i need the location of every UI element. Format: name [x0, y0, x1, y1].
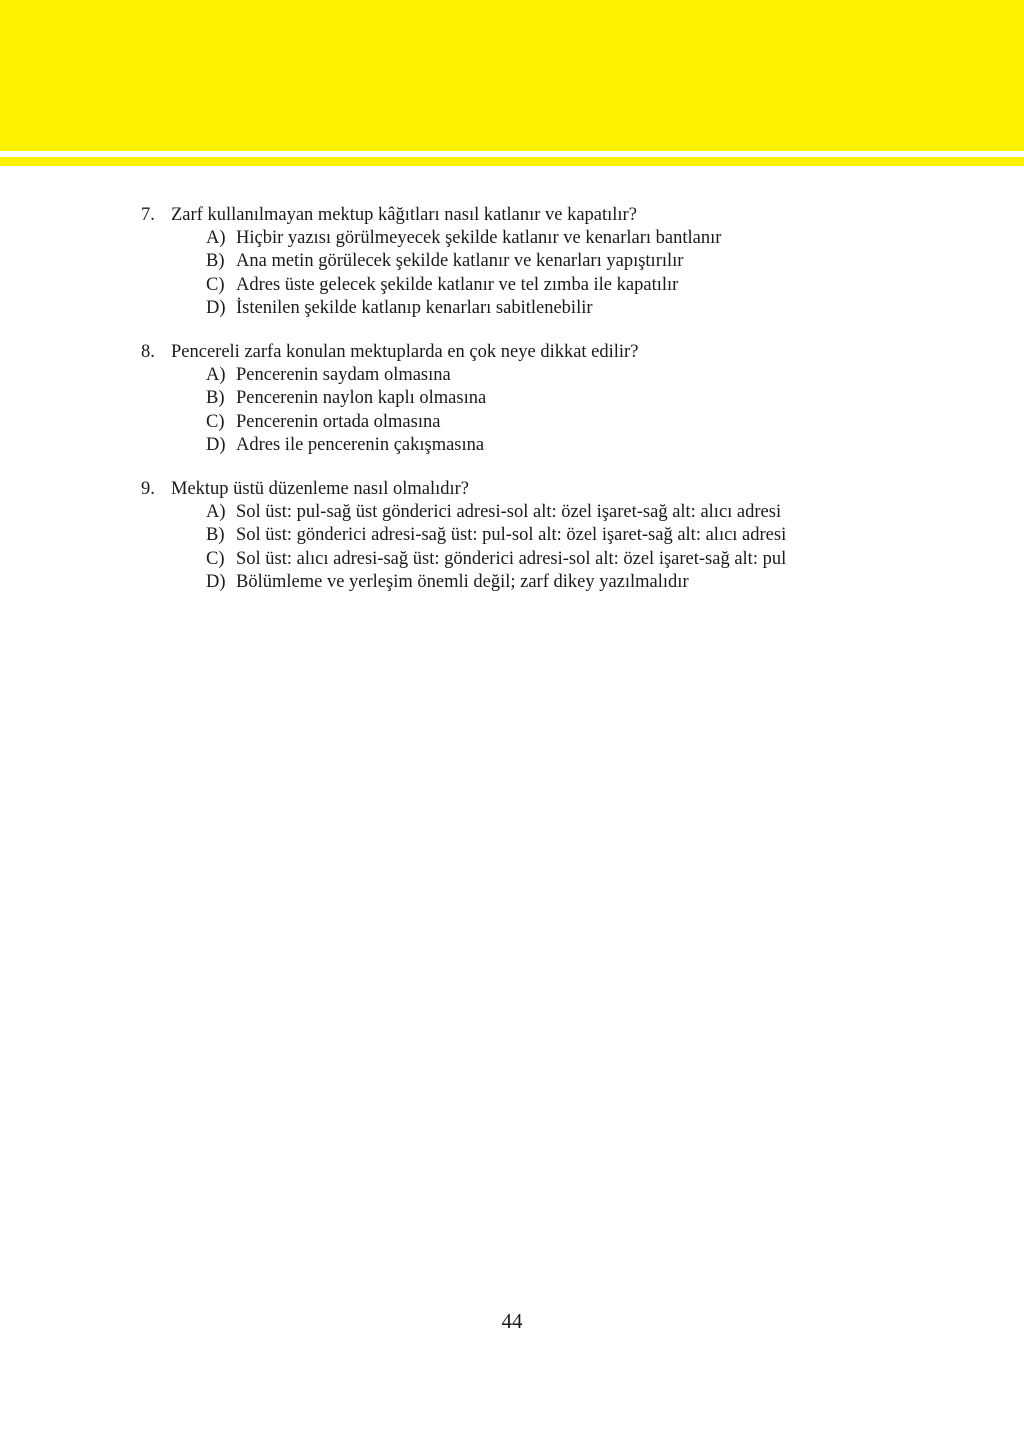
option-letter: B) [206, 251, 225, 272]
option-a [206, 501, 1001, 524]
option-letter: C) [206, 274, 225, 295]
question-list [141, 204, 1001, 615]
option-text: Sol üst: alıcı adresi-sağ üst: gönderici adresi-sol alt: özel işaret-sağ alt: pul [236, 548, 787, 569]
option-text: Adres ile pencerenin çakışmasına [236, 434, 485, 455]
question-stem [141, 478, 1001, 501]
option-a [206, 364, 1001, 387]
question-text: Pencereli zarfa konulan mektuplarda en çok neye dikkat edilir? [171, 342, 639, 363]
option-letter: D) [206, 434, 226, 455]
option-text: Pencerenin naylon kaplı olmasına [236, 388, 487, 409]
option-c [206, 274, 1001, 297]
question-stem [141, 341, 1001, 364]
question-number: 7. [141, 205, 155, 225]
option-letter: A) [206, 502, 226, 523]
option-d [206, 434, 1001, 457]
option-letter: B) [206, 388, 225, 409]
question-stem [141, 204, 1001, 227]
page-number: 44 [501, 1309, 523, 1333]
header-stripe [0, 157, 1024, 166]
option-text: Hiçbir yazısı görülmeyecek şekilde katlanır ve kenarları bantlanır [236, 228, 722, 249]
question-9 [141, 478, 1001, 594]
option-c [206, 411, 1001, 434]
option-letter: C) [206, 548, 225, 569]
header-band [0, 0, 1024, 151]
option-text: Ana metin görülecek şekilde katlanır ve kenarları yapıştırılır [236, 251, 684, 272]
option-b [206, 387, 1001, 410]
option-text: İstenilen şekilde katlanıp kenarları sabitlenebilir [236, 297, 593, 318]
option-letter: D) [206, 297, 226, 318]
option-a [206, 227, 1001, 250]
question-8 [141, 341, 1001, 457]
option-letter: D) [206, 571, 226, 592]
option-text: Bölümleme ve yerleşim önemli değil; zarf dikey yazılmalıdır [236, 571, 689, 592]
option-b [206, 524, 1001, 547]
question-text: Mektup üstü düzenleme nasıl olmalıdır? [171, 479, 469, 500]
option-letter: C) [206, 411, 225, 432]
option-list [141, 501, 1001, 594]
option-letter: A) [206, 228, 226, 249]
option-b [206, 250, 1001, 273]
option-text: Pencerenin ortada olmasına [236, 411, 441, 432]
option-letter: A) [206, 365, 226, 386]
option-list [141, 364, 1001, 457]
question-number: 8. [141, 342, 155, 363]
question-7 [141, 204, 1001, 320]
option-d [206, 297, 1001, 320]
option-text: Sol üst: gönderici adresi-sağ üst: pul-sol alt: özel işaret-sağ alt: alıcı adresi [236, 525, 787, 546]
question-text: Zarf kullanılmayan mektup kâğıtları nasıl katlanır ve kapatılır? [171, 205, 637, 225]
option-letter: B) [206, 525, 225, 546]
question-number: 9. [141, 479, 155, 500]
option-d [206, 571, 1001, 594]
option-list [141, 227, 1001, 320]
option-text: Adres üste gelecek şekilde katlanır ve tel zımba ile kapatılır [236, 274, 679, 295]
option-text: Pencerenin saydam olmasına [236, 365, 451, 386]
option-c [206, 548, 1001, 571]
option-text: Sol üst: pul-sağ üst gönderici adresi-sol alt: özel işaret-sağ alt: alıcı adresi [236, 502, 782, 523]
